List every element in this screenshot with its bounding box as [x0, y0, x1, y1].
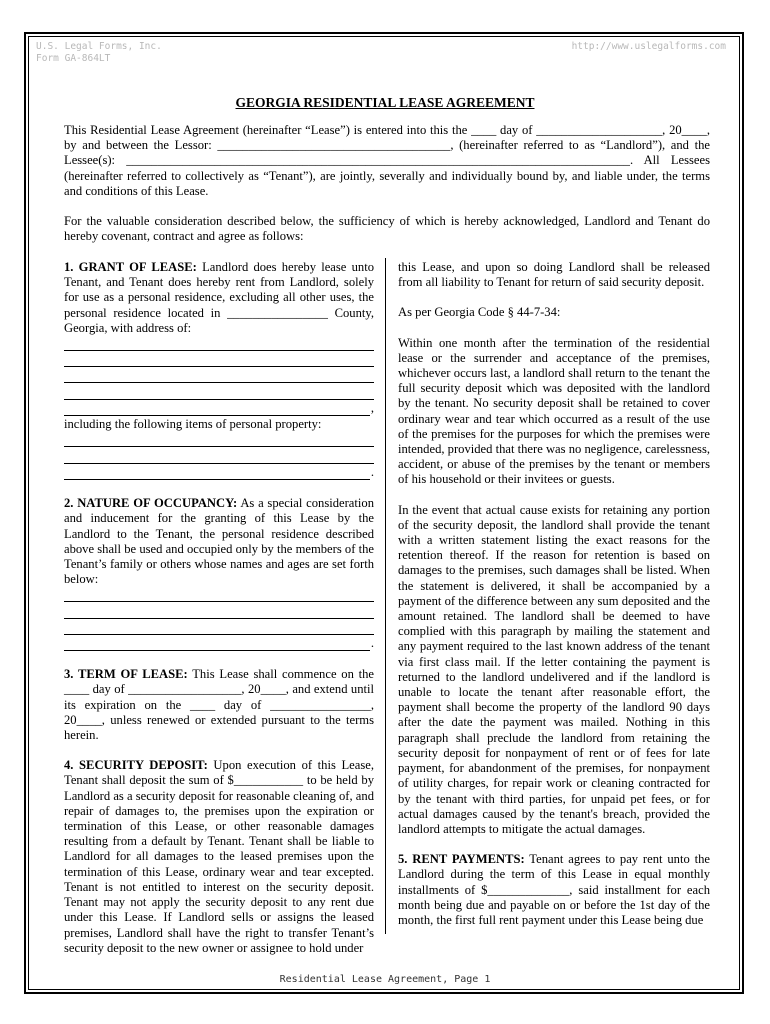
- occupant-line: [64, 587, 374, 602]
- section-grant-of-lease: [64, 260, 374, 336]
- deposit-release-paragraph: this Lease, and upon so doing Landlord shall be released from all liability to Tenant for return of said security deposit.: [398, 260, 710, 290]
- deposit-retention-paragraph: In the event that actual cause exists for retaining any portion of the security deposit, the landlord shall provide the tenant with a written statement listing the exact reasons for the retention thereof. If the reason for retention is based on damages to the premises, such damages shall be listed. When the statement is delivered, it shall be accompanied by a payment of the difference between any sum deposited and the amount retained. The landlord shall be deemed to have complied with this paragraph by mailing the statement and any payment required to the last known address of the tenant via first class mail. If the letter containing the payment is returned to the landlord undelivered and if the landlord is unable to locate the tenant after reasonable effort, the payment shall become the property of the landlord 90 days after the date the payment was mailed. Nothing in this paragraph shall preclude the landlord from retaining the security deposit for nonpayment of rent or of fees for late payment, for abandonment of the premises, for nonpayment of utility charges, for repair work or cleaning contracted for by the tenant with third parties, for unpaid pet fees, or for actual damages caused by the tenant's breach, provided the landlord attempts to mitigate the actual damages.: [398, 502, 710, 836]
- section-term-of-lease: [64, 667, 374, 743]
- occupant-line: [64, 604, 374, 619]
- occupant-line: .: [64, 636, 374, 651]
- section-heading: 3. TERM OF LEASE:: [64, 667, 188, 682]
- address-line: [64, 352, 374, 367]
- address-line: [64, 336, 374, 351]
- property-line: [64, 449, 374, 464]
- section-rent-payments: [398, 852, 710, 928]
- section-text: This Lease shall commence on the ____ day of __________________, 20____, and extend until its expiration on the ____ day of ________________, 20____, unless renewed or extended pursuant to the terms herein.: [64, 667, 374, 743]
- section-heading: 1. GRANT OF LEASE:: [64, 260, 197, 274]
- section-heading: 2. NATURE OF OCCUPANCY:: [64, 496, 238, 511]
- address-line: [64, 385, 374, 400]
- column-divider: [385, 258, 386, 934]
- property-line: [64, 432, 374, 447]
- section-text: As a special consideration and inducement for the granting of this Lease by the Landlord to the Tenant, the personal residence described above shall be used and occupied only by the members of the Tenant’s family or others whose names and ages are set forth below:: [64, 496, 374, 587]
- personal-property-label: including the following items of personal property:: [64, 417, 322, 432]
- intro-section: [64, 123, 710, 244]
- section-nature-of-occupancy: [64, 496, 374, 587]
- section-heading: 4. SECURITY DEPOSIT:: [64, 758, 208, 773]
- georgia-code-reference: As per Georgia Code § 44-7-34:: [398, 305, 561, 320]
- occupant-line: [64, 620, 374, 635]
- right-column: [398, 260, 710, 928]
- section-text: Tenant agrees to pay rent unto the Landlord during the term of this Lease in equal monthly installments of $_____________, said installment for each month being due and payable on or before the 1st day of the month, the first full rent payment under this Lease being due: [398, 852, 710, 927]
- section-text: Landlord does hereby lease unto Tenant, and Tenant does hereby rent from Landlord, solely for use as a personal residence, excluding all other uses, the personal residence located in ________________ County, Georgia, with address of:: [64, 260, 374, 335]
- publisher-name: U.S. Legal Forms, Inc.: [36, 41, 162, 52]
- publisher-url[interactable]: http://www.uslegalforms.com: [571, 41, 726, 52]
- section-heading: 5. RENT PAYMENTS:: [398, 852, 525, 867]
- address-line: [64, 368, 374, 383]
- page-footer: Residential Lease Agreement, Page 1: [279, 974, 491, 985]
- deposit-return-paragraph: Within one month after the termination of the residential lease or the surrender and acceptance of the premises, whichever occurs last, a landlord shall return to the tenant the full security deposit which was deposited with the landlord by the tenant. No security deposit shall be retained to cover ordinary wear and tear which occurred as a result of the use of the premises for the purposes for which the premises were intended, provided that there was no negligence, carelessness, accident, or abuse of the premises by the tenant or members of his household or their invitees or guests.: [398, 335, 710, 487]
- section-text: Upon execution of this Lease, Tenant shall deposit the sum of $___________ to be held by Landlord as a security deposit for reasonable cleaning of, and repair of damages to, the premises upon the expiration or termination of this Lease, or other reasonable damages resulting from a default by Tenant. Tenant shall be liable to Landlord for all damages to the leased premises upon the termination of this Lease, ordinary wear and tear excepted. Tenant is not entitled to interest on the security deposit. Tenant may not apply the security deposit to any rent due under this Lease. If Landlord sells or assigns the leased premises, Landlord shall have the right to transfer Tenant’s security deposit to the new owner or assignee to hold under: [64, 758, 374, 955]
- address-line: ,: [64, 401, 374, 416]
- section-security-deposit: [64, 758, 374, 956]
- property-line: .: [64, 465, 374, 480]
- consideration-paragraph: For the valuable consideration described below, the sufficiency of which is hereby acknowledged, Landlord and Tenant do hereby covenant, contract and agree as follows:: [64, 214, 710, 244]
- document-title: GEORGIA RESIDENTIAL LEASE AGREEMENT: [235, 95, 535, 110]
- form-number: Form GA-864LT: [36, 53, 111, 64]
- intro-paragraph: This Residential Lease Agreement (hereinafter “Lease”) is entered into this the ____ day of ____________________, 20____, by and between the Lessor: _____________________________________, (hereinafter referred to as “Landlord”), and the Lessee(s): ________________________________________________________________________________. All Lessees (hereinafter referred to collectively as “Tenant”), are jointly, severally and individually bound by, and liable under, the terms and conditions of this Lease.: [64, 123, 710, 198]
- left-column: [64, 260, 374, 956]
- publisher-header: [36, 41, 162, 65]
